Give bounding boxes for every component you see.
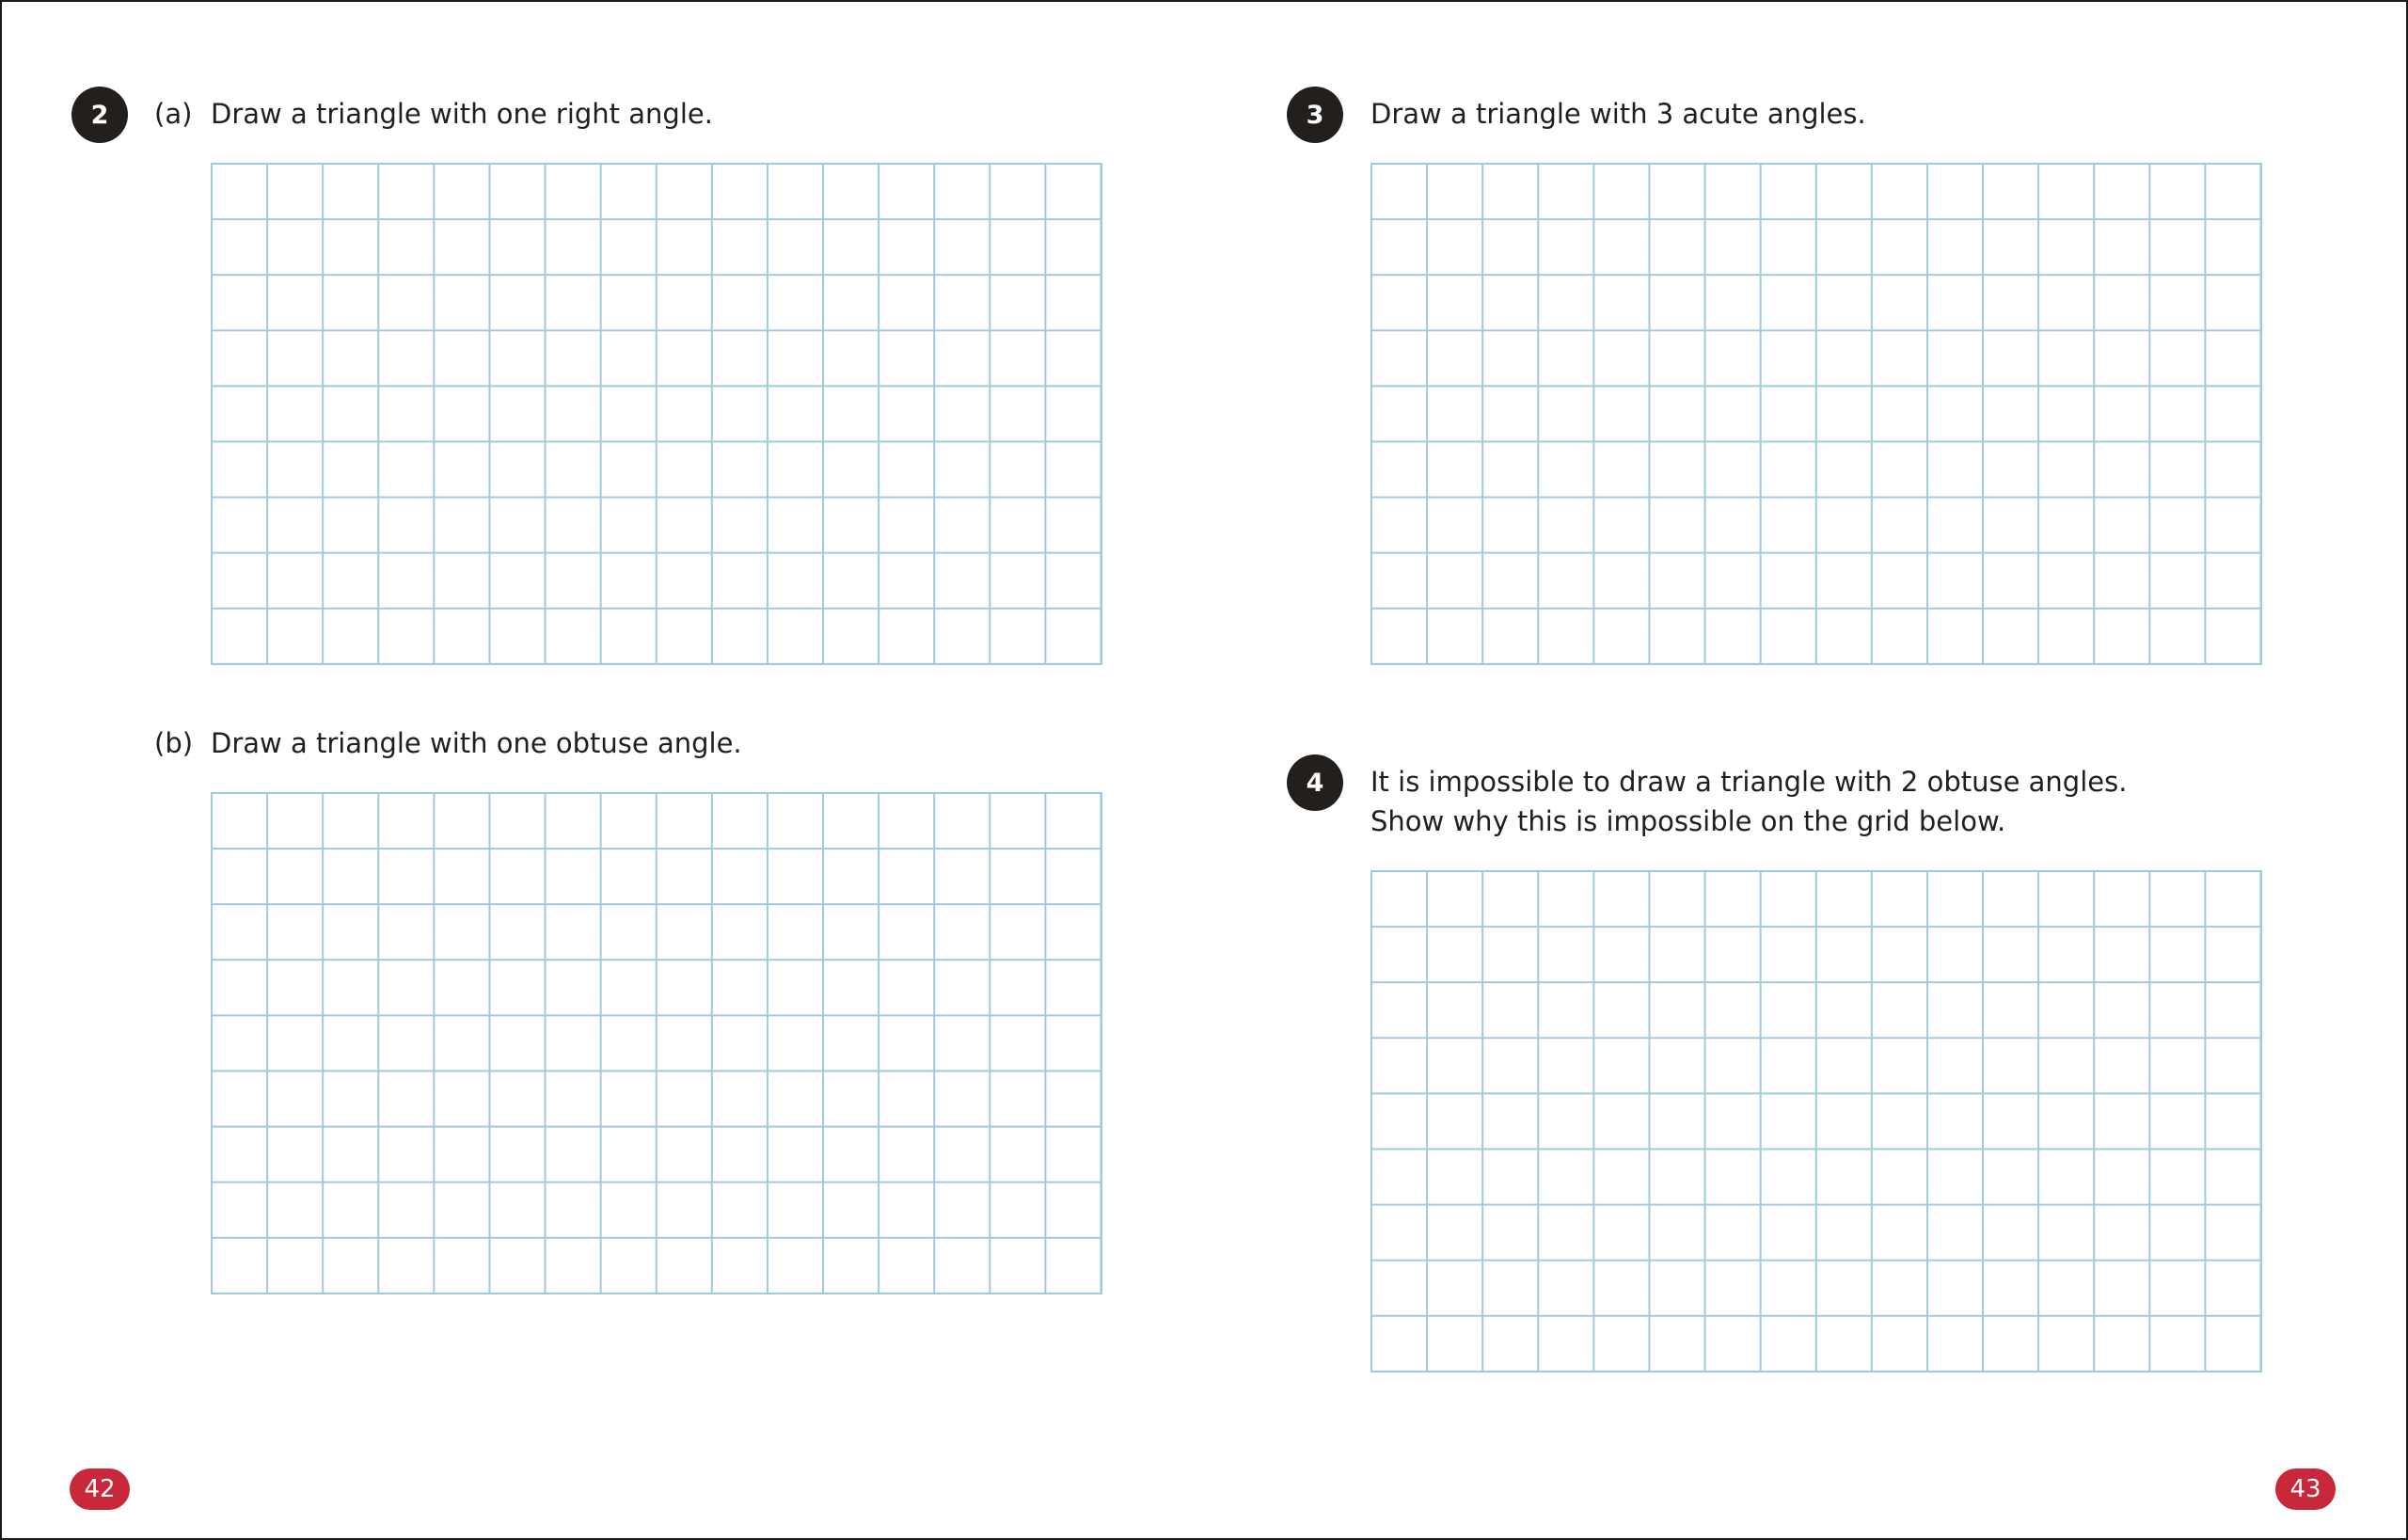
question-3-number: 3 xyxy=(1306,100,1324,130)
answer-grid-3[interactable] xyxy=(1370,163,2262,665)
question-2a-label: (a) xyxy=(154,98,193,130)
question-4-badge xyxy=(1287,754,1343,811)
question-4-number: 4 xyxy=(1306,768,1324,798)
question-3-text: Draw a triangle with 3 acute angles. xyxy=(1370,98,1866,130)
question-2a-text: Draw a triangle with one right angle. xyxy=(211,98,713,130)
question-2-number: 2 xyxy=(90,100,109,130)
answer-grid-4[interactable] xyxy=(1370,870,2262,1373)
page-number-right-text: 43 xyxy=(2289,1475,2321,1503)
answer-grid-2b[interactable] xyxy=(211,792,1102,1294)
page-number-right xyxy=(2275,1469,2336,1510)
question-2b-text: Draw a triangle with one obtuse angle. xyxy=(211,727,742,759)
question-4-line-2: Show why this is impossible on the grid below. xyxy=(1370,805,2006,837)
question-2-badge xyxy=(71,87,128,143)
answer-grid-2a[interactable] xyxy=(211,163,1102,665)
question-4-line-1: It is impossible to draw a triangle with 2 obtuse angles. xyxy=(1370,766,2128,798)
question-3-badge xyxy=(1287,87,1343,143)
page-number-left-text: 42 xyxy=(84,1475,116,1503)
page-number-left xyxy=(70,1469,130,1510)
question-2b-label: (b) xyxy=(154,727,194,759)
